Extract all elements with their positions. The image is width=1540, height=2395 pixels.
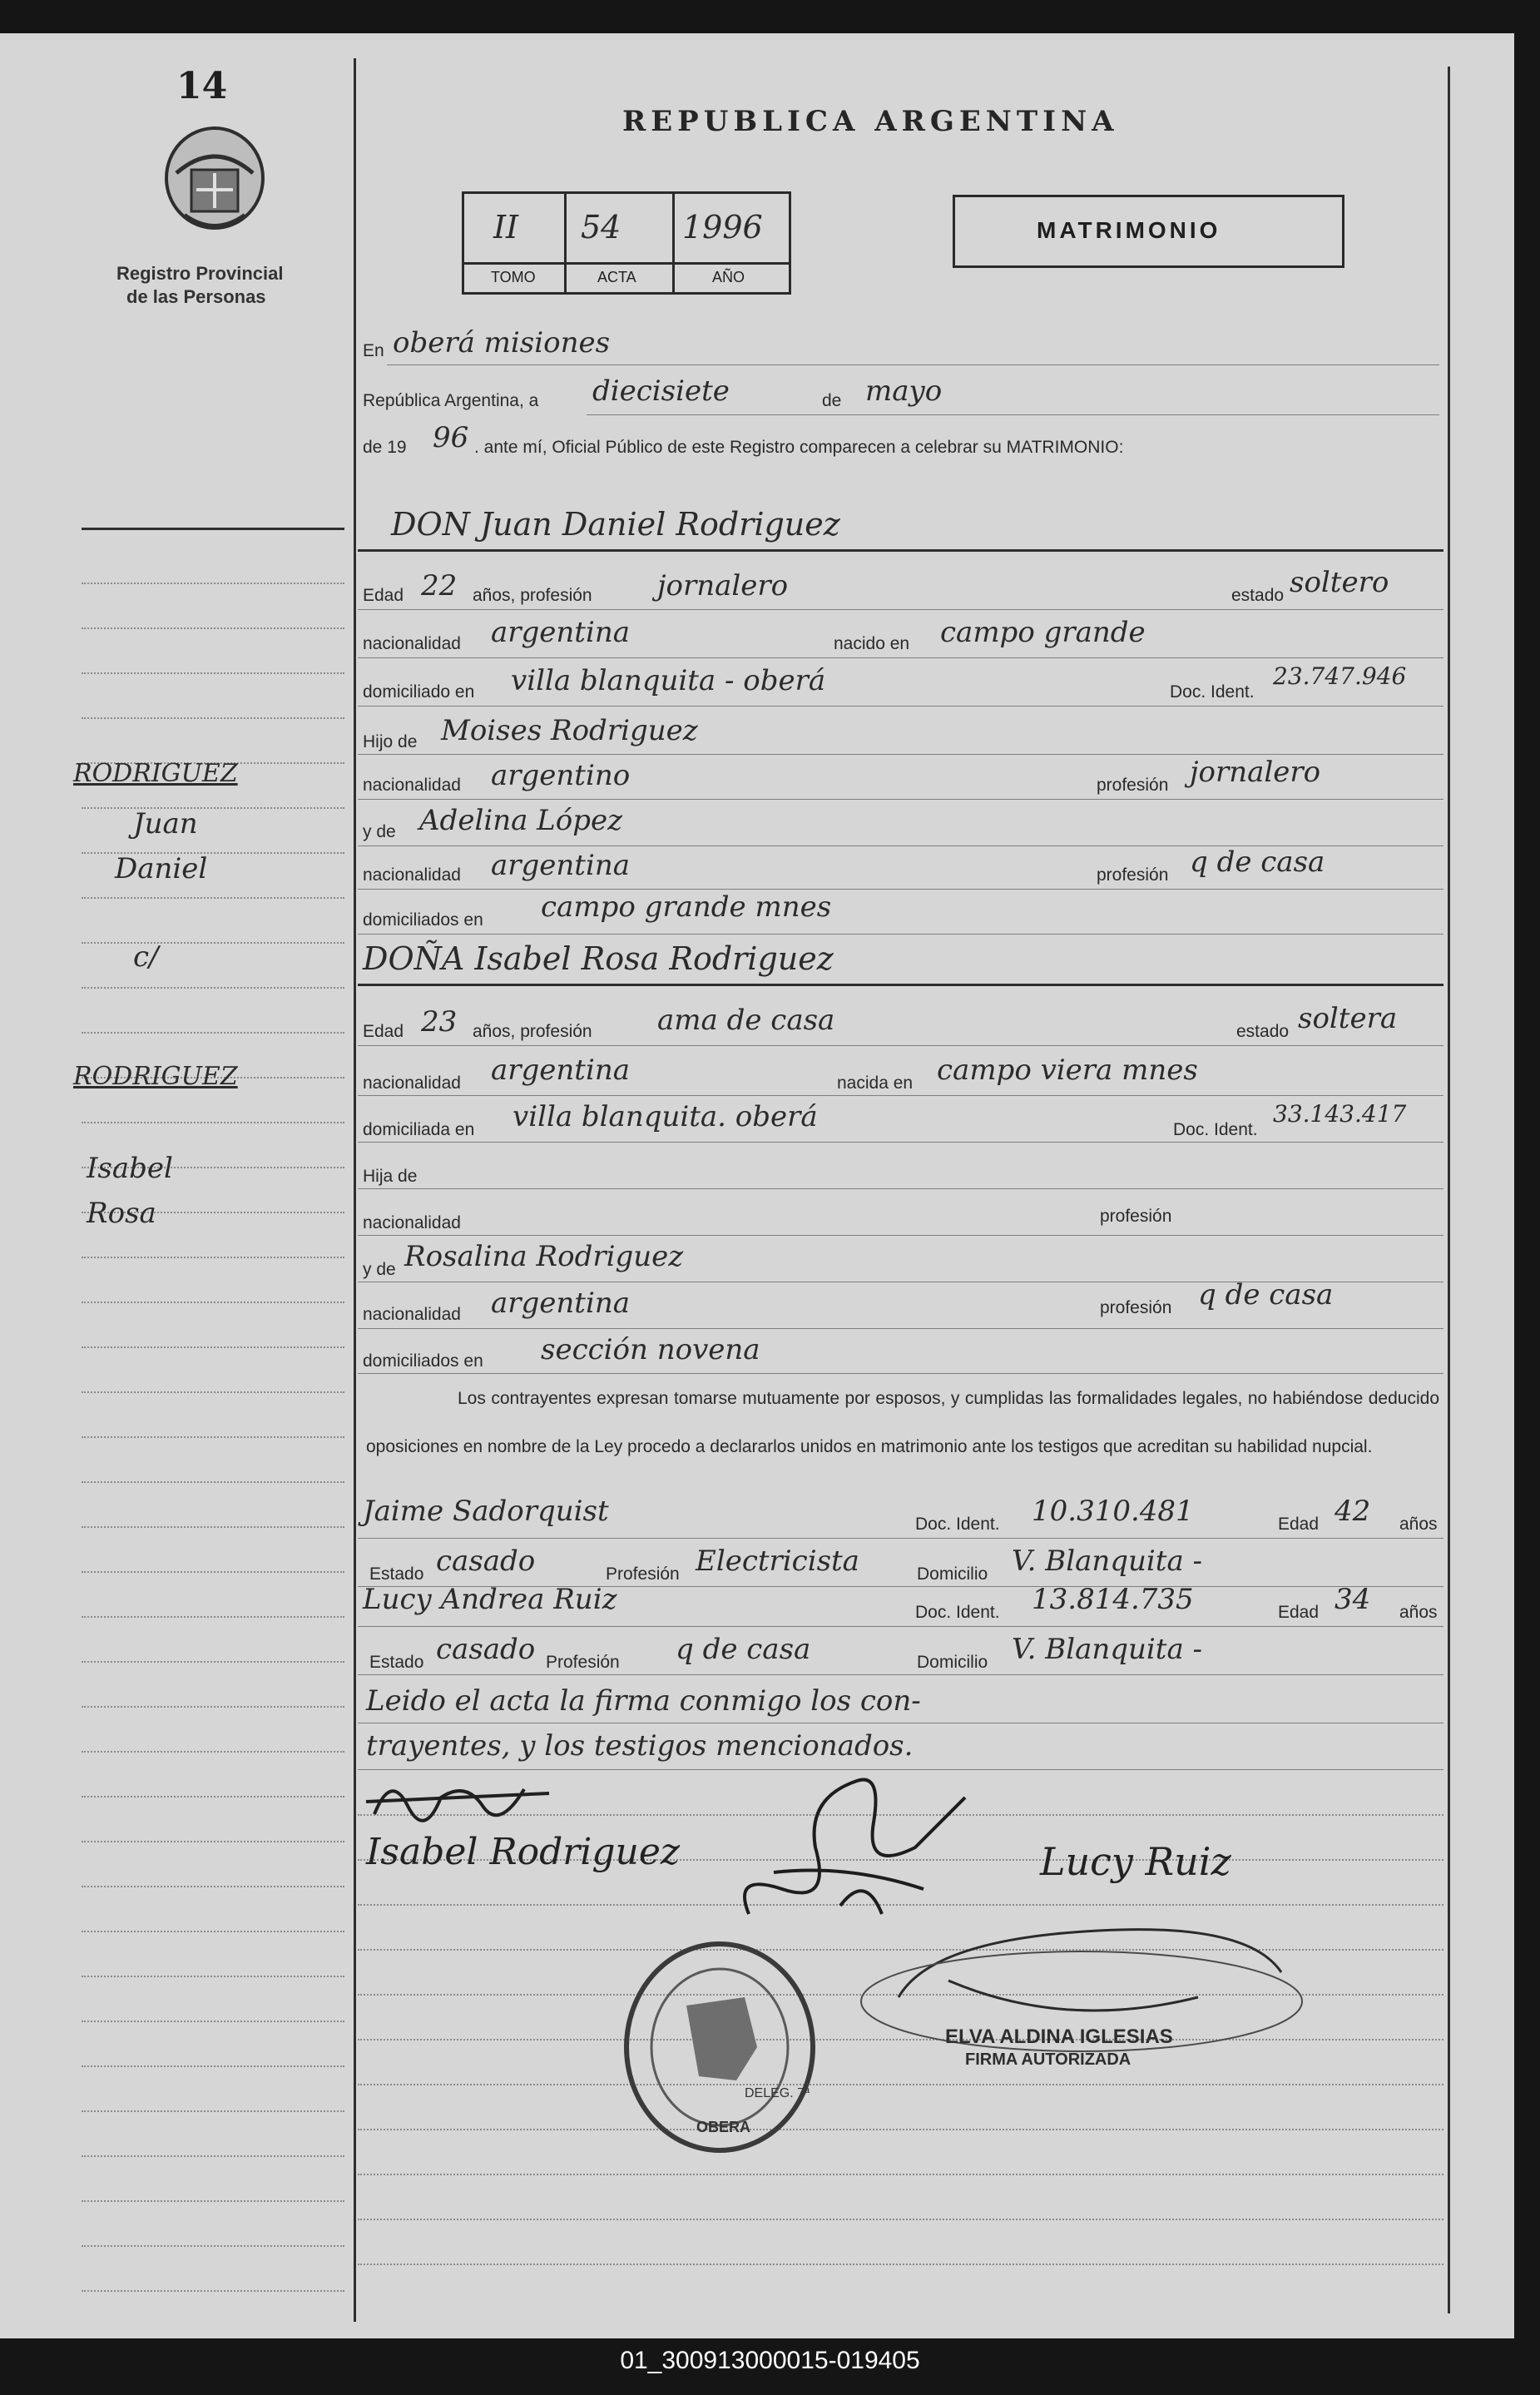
bride-line-1 [358,1045,1443,1046]
groom-estado: soltero [1290,566,1389,599]
groom-edad-label: Edad [363,586,404,605]
bride-prof-label: años, profesión [473,1022,592,1041]
groom-domicilio: villa blanquita - oberá [511,664,826,697]
register-page [0,33,1514,2338]
margin-connector: c/ [133,940,159,974]
margin-bride-first: Isabel [87,1152,173,1185]
groom-profesion: jornalero [657,569,789,602]
bride-padre-nac-label: nacionalidad [363,1213,461,1232]
date-line [587,414,1439,415]
margin-line [82,1661,344,1663]
closing-line-2: trayentes, y los testigos mencionados. [366,1729,914,1763]
image-caption: 01_300913000015-019405 [620,2347,920,2374]
groom-madre: Adelina López [419,804,623,837]
bride-doms-label: domiciliados en [363,1351,483,1371]
page-number: 14 [176,65,228,107]
acta-label: ACTA [597,269,636,285]
margin-line [82,2290,344,2292]
groom-line-2 [358,657,1443,658]
margin-line [82,2021,344,2022]
stamp-name: ELVA ALDINA IGLESIAS [945,2026,1173,2048]
witness-signature: Lucy Ruiz [1040,1839,1231,1884]
groom-padre: Moises Rodriguez [441,714,698,747]
margin-line [82,1302,344,1303]
margin-line [82,807,344,809]
margin-line [82,1391,344,1393]
groom-line-8 [358,934,1443,935]
witness-2-domicilio: V. Blanquita - [1012,1633,1203,1666]
witness-1-prof-label: Profesión [606,1564,680,1584]
bride-madre-prof-label: profesión [1100,1298,1172,1317]
margin-line [82,2065,344,2067]
margin-line [82,1122,344,1123]
anio-value: 1996 [682,209,763,245]
bride-madre-nac: argentina [491,1287,631,1320]
ruled-line [358,2129,1443,2130]
groom-padre-prof-label: profesión [1097,776,1169,795]
witness-2-profesion: q de casa [676,1633,811,1666]
groom-madre-nac-label: nacionalidad [363,865,461,885]
bride-name: DOÑA Isabel Rosa Rodriguez [363,940,834,977]
witness-1-doc-label: Doc. Ident. [915,1515,1000,1534]
witness-1-domicilio: V. Blanquita - [1012,1545,1203,1578]
margin-line [82,1032,344,1034]
margin-line [82,717,344,719]
margin-line [82,1751,344,1753]
margin-line [82,1526,344,1528]
witness-1-name: Jaime Sadorquist [363,1495,609,1528]
bride-doc: 33.143.417 [1273,1100,1407,1128]
closing-line-1: Leido el acta la firma conmigo los con- [366,1684,921,1718]
margin-line [82,1257,344,1258]
witness-1-profesion: Electricista [696,1545,859,1578]
bride-signature: Isabel Rodriguez [366,1831,681,1873]
bride-estado-label: estado [1236,1022,1290,1041]
seal-text: DELEG. 7ª [745,2086,810,2100]
witness-2-anos-label: años [1399,1603,1438,1622]
record-type: MATRIMONIO [1037,217,1221,243]
year-prefix: de 19 [363,438,407,457]
witness-2-edad-label: Edad [1278,1603,1320,1622]
margin-bride-second: Rosa [87,1197,156,1230]
tomo-value: II [493,209,519,245]
groom-yde-label: y de [363,822,396,841]
right-border [1448,67,1450,2313]
margin-bride-surname: RODRIGUEZ [73,1062,238,1091]
groom-madre-nac: argentina [491,849,631,882]
registry-name-line2: de las Personas [126,286,266,307]
groom-nacionalidad: argentina [491,616,631,649]
witness-1-dom-label: Domicilio [917,1564,988,1584]
bride-doc-label: Doc. Ident. [1173,1120,1258,1139]
margin-line [82,1841,344,1842]
margin-line [82,627,344,629]
groom-nacido: campo grande [940,616,1146,649]
margin-groom-second: Daniel [115,852,208,885]
province-coat-of-arms-icon [160,123,270,240]
bride-line-2 [358,1095,1443,1096]
margin-line [82,1706,344,1708]
bride-domicilio: villa blanquita. oberá [513,1100,818,1133]
bride-profesion: ama de casa [657,1004,835,1037]
bride-hija-label: Hija de [363,1167,418,1186]
margin-divider [354,58,356,2322]
ruled-line [358,2264,1443,2265]
witness-2-estado: casado [436,1633,536,1666]
margin-line [82,583,344,584]
bride-edad: 23 [421,1005,458,1039]
bride-madre-prof: q de casa [1198,1278,1334,1312]
margin-line [82,897,344,899]
bride-line-7 [358,1328,1443,1329]
bride-line-8 [358,1373,1443,1374]
ruled-line [358,2219,1443,2220]
groom-padre-nac-label: nacionalidad [363,776,461,795]
groom-padres-dom: campo grande mnes [541,890,832,924]
margin-line [82,942,344,944]
margin-groom-first: Juan [133,807,198,840]
margin-line [82,1931,344,1932]
groom-hijo-label: Hijo de [363,732,418,751]
groom-line-1 [358,609,1443,610]
groom-madre-prof: q de casa [1190,845,1325,879]
stamp-title: FIRMA AUTORIZADA [965,2050,1131,2069]
witness-2-doc-label: Doc. Ident. [915,1603,1000,1622]
statement-text: . ante mí, Oficial Público de este Registro comparecen a celebrar su MATRIMONIO: [474,438,1124,457]
margin-line [82,672,344,674]
margin-line [82,2155,344,2157]
groom-doc: 23.747.946 [1273,662,1407,690]
groom-nac-label: nacionalidad [363,634,461,653]
margin-line [82,2200,344,2202]
day-value: diecisiete [592,374,730,408]
record-type-box [953,195,1344,268]
declaration-text: Los contrayentes expresan tomarse mutuamente por esposos, y cumplidas las formalidades legales, no habiéndose deducido oposiciones en nombre de la Ley procedo a declararlos unidos en matrimonio ante los testigos que acreditan su habilidad nupcial. [366,1389,1439,1456]
groom-padre-nac: argentino [491,759,631,792]
witness-2-edad: 34 [1335,1583,1371,1616]
bride-line-3 [358,1142,1443,1143]
seal-bottom-text: OBERA [696,2119,751,2135]
margin-line [82,2245,344,2247]
registry-seal-icon [620,1939,820,2155]
de-label: de [822,391,842,410]
bride-yde-label: y de [363,1260,396,1279]
witness-2-prof-label: Profesión [546,1653,620,1672]
bride-nacida-label: nacida en [837,1074,914,1093]
witness-1-estado-label: Estado [369,1564,424,1584]
groom-name-line [358,549,1443,552]
record-id-box [462,191,791,295]
groom-estado-label: estado [1231,586,1285,605]
witness-2-doc: 13.814.735 [1032,1583,1194,1616]
bride-nac-label: nacionalidad [363,1074,461,1093]
place-line [387,364,1439,365]
acta-value: 54 [581,209,621,245]
witness-2-line-2 [358,1674,1443,1675]
groom-prof-label: años, profesión [473,586,592,605]
witness-1-doc: 10.310.481 [1032,1495,1194,1528]
year-value: 96 [433,421,469,454]
groom-padre-prof: jornalero [1190,756,1321,789]
margin-line [82,2110,344,2112]
margin-top-rule [82,528,344,530]
month-value: mayo [865,374,943,408]
witness-1-line [358,1538,1443,1539]
groom-line-4 [358,754,1443,755]
margin-line [82,1571,344,1573]
margin-line [82,1616,344,1618]
witness-2-line [358,1626,1443,1627]
bride-estado: soltera [1298,1002,1398,1035]
ruled-line [358,2174,1443,2175]
groom-doms-label: domiciliados en [363,910,483,930]
witness-1-edad-label: Edad [1278,1515,1320,1534]
margin-line [82,1976,344,1977]
place-value: oberá misiones [393,326,611,359]
groom-line-3 [358,706,1443,707]
margin-line [82,1796,344,1797]
bride-madre: Rosalina Rodriguez [404,1240,684,1273]
tomo-label: TOMO [491,269,536,285]
groom-edad: 22 [421,569,458,602]
republica-label: República Argentina, a [363,391,539,410]
witness-2-name: Lucy Andrea Ruiz [363,1583,617,1616]
witness-1-estado: casado [436,1545,536,1578]
margin-line [82,1346,344,1348]
groom-name: DON Juan Daniel Rodriguez [391,506,840,543]
margin-line [82,987,344,989]
witness-2-estado-label: Estado [369,1653,424,1672]
witness-1-anos-label: años [1399,1515,1438,1534]
margin-groom-surname: RODRIGUEZ [73,759,238,788]
witness-1-edad: 42 [1335,1495,1371,1528]
bride-line-5 [358,1235,1443,1236]
en-label: En [363,341,384,360]
margin-line [82,1436,344,1438]
registry-name-line1: Registro Provincial [116,263,284,284]
country-title: REPUBLICA ARGENTINA [622,105,1119,138]
groom-nacido-label: nacido en [834,634,910,653]
groom-dom-label: domiciliado en [363,682,475,702]
bride-nacida: campo viera mnes [937,1054,1198,1087]
bride-line-4 [358,1188,1443,1189]
witness-2-dom-label: Domicilio [917,1653,988,1672]
ruled-line [358,2084,1443,2085]
bride-edad-label: Edad [363,1022,404,1041]
bride-madre-nac-label: nacionalidad [363,1305,461,1324]
bride-padre-prof-label: profesión [1100,1207,1172,1226]
groom-line-5 [358,799,1443,800]
margin-line [82,1886,344,1887]
bride-name-line [358,984,1443,986]
groom-doc-label: Doc. Ident. [1170,682,1255,702]
groom-line-7 [358,889,1443,890]
officer-signature [716,1748,982,1931]
margin-line [82,1481,344,1483]
bride-padres-dom: sección novena [541,1333,760,1366]
anio-label: AÑO [712,269,745,285]
bride-dom-label: domiciliada en [363,1120,475,1139]
groom-madre-prof-label: profesión [1097,865,1169,885]
bride-nacionalidad: argentina [491,1054,631,1087]
